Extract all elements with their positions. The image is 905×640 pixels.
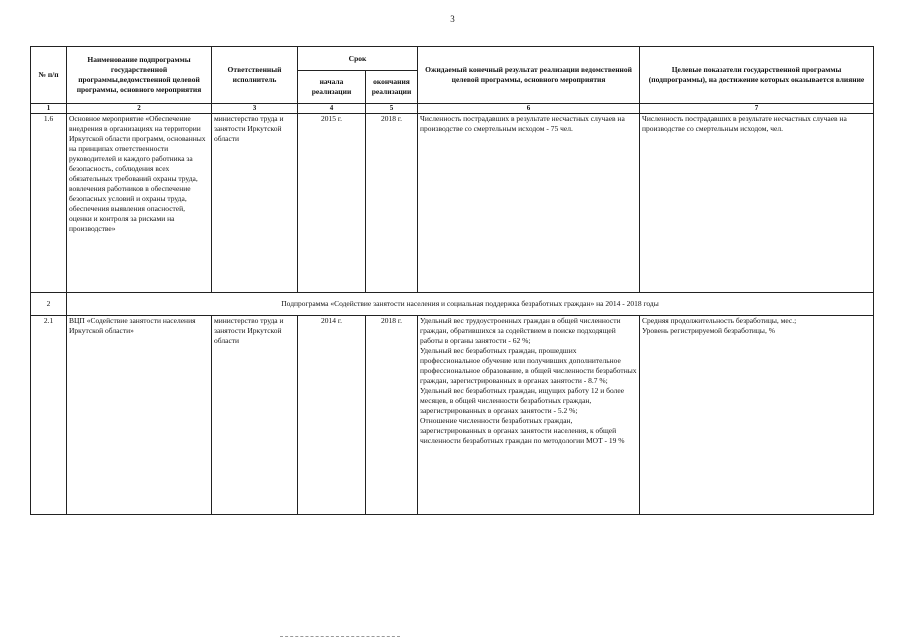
row-executor: министерство труда и занятости Иркутской области bbox=[212, 114, 298, 293]
column-number: 6 bbox=[418, 104, 640, 114]
column-number: 2 bbox=[67, 104, 212, 114]
row-num: 2.1 bbox=[31, 316, 67, 515]
subprogram-title: Подпрограмма «Содействие занятости населения и социальная поддержка безработных граждан» на 2014 - 2018 годы bbox=[67, 293, 874, 316]
column-number: 5 bbox=[366, 104, 418, 114]
row-num: 1.6 bbox=[31, 114, 67, 293]
scan-artifact-line bbox=[280, 636, 400, 637]
row-name: Основное мероприятие «Обеспечение внедрения в организациях на территории Иркутской области программ, основанных на принципах ответственности руководителей и каждого работника за безопасность, соблюдения всех обязательных требований охраны труда, вовлечения работников в обеспечение безопасных условий и охраны труда, обеспечения выявления опасностей, оценки и контроля за рисками на производстве» bbox=[67, 114, 212, 293]
row-executor: министерство труда и занятости Иркутской области bbox=[212, 316, 298, 515]
row-end: 2018 г. bbox=[366, 316, 418, 515]
page-number: 3 bbox=[450, 14, 455, 24]
table-row bbox=[31, 316, 874, 515]
program-table bbox=[30, 46, 874, 515]
column-number: 1 bbox=[31, 104, 67, 114]
row-indicators: Численность пострадавших в результате несчастных случаев на производстве со смертельным исходом, чел. bbox=[640, 114, 874, 293]
column-number: 4 bbox=[298, 104, 366, 114]
row-num: 2 bbox=[31, 293, 67, 316]
row-name: ВЦП «Содействие занятости населения Иркутской области» bbox=[67, 316, 212, 515]
table-row bbox=[31, 114, 874, 293]
header-name: Наименование подпрограммы государственной программы,ведомственной целевой программы, основного мероприятия bbox=[67, 47, 212, 104]
table-row bbox=[31, 293, 874, 316]
header-result: Ожидаемый конечный результат реализации ведомственной целевой программы, основного мероприятия bbox=[418, 47, 640, 104]
header-row-1 bbox=[31, 47, 874, 71]
column-number: 7 bbox=[640, 104, 874, 114]
header-end: окончания реализации bbox=[366, 71, 418, 104]
row-result: Удельный вес трудоустроенных граждан в общей численности граждан, обратившихся за содействием в поиске подходящей работы в органы занятости - 62 %; Удельный вес безработных граждан, прошедших профессиональное обучение или получивших дополнительное профессиональное образование, в общей численности безработных граждан, зарегистрированных в органах занятости - 8.7 %; Удельный вес безработных граждан, ищущих работу 12 и более месяцев, в общей численности безработных граждан, зарегистрированных в органах занятости - 5.2 %; Отношение численности безработных граждан, зарегистрированных в органах занятости населения, к общей численности безработных граждан по методологии МОТ - 19 % bbox=[418, 316, 640, 515]
header-start: начала реализации bbox=[298, 71, 366, 104]
header-num: № п/п bbox=[31, 47, 67, 104]
header-executor: Ответственный исполнитель bbox=[212, 47, 298, 104]
row-start: 2015 г. bbox=[298, 114, 366, 293]
row-start: 2014 г. bbox=[298, 316, 366, 515]
header-srok: Срок bbox=[298, 47, 418, 71]
row-indicators: Средняя продолжительность безработицы, мес.; Уровень регистрируемой безработицы, % bbox=[640, 316, 874, 515]
row-end: 2018 г. bbox=[366, 114, 418, 293]
header-indicators: Целевые показатели государственной программы (подпрограммы), на достижение которых оказывается влияние bbox=[640, 47, 874, 104]
column-numbers-row bbox=[31, 104, 874, 114]
column-number: 3 bbox=[212, 104, 298, 114]
row-result: Численность пострадавших в результате несчастных случаев на производстве со смертельным исходом - 75 чел. bbox=[418, 114, 640, 293]
